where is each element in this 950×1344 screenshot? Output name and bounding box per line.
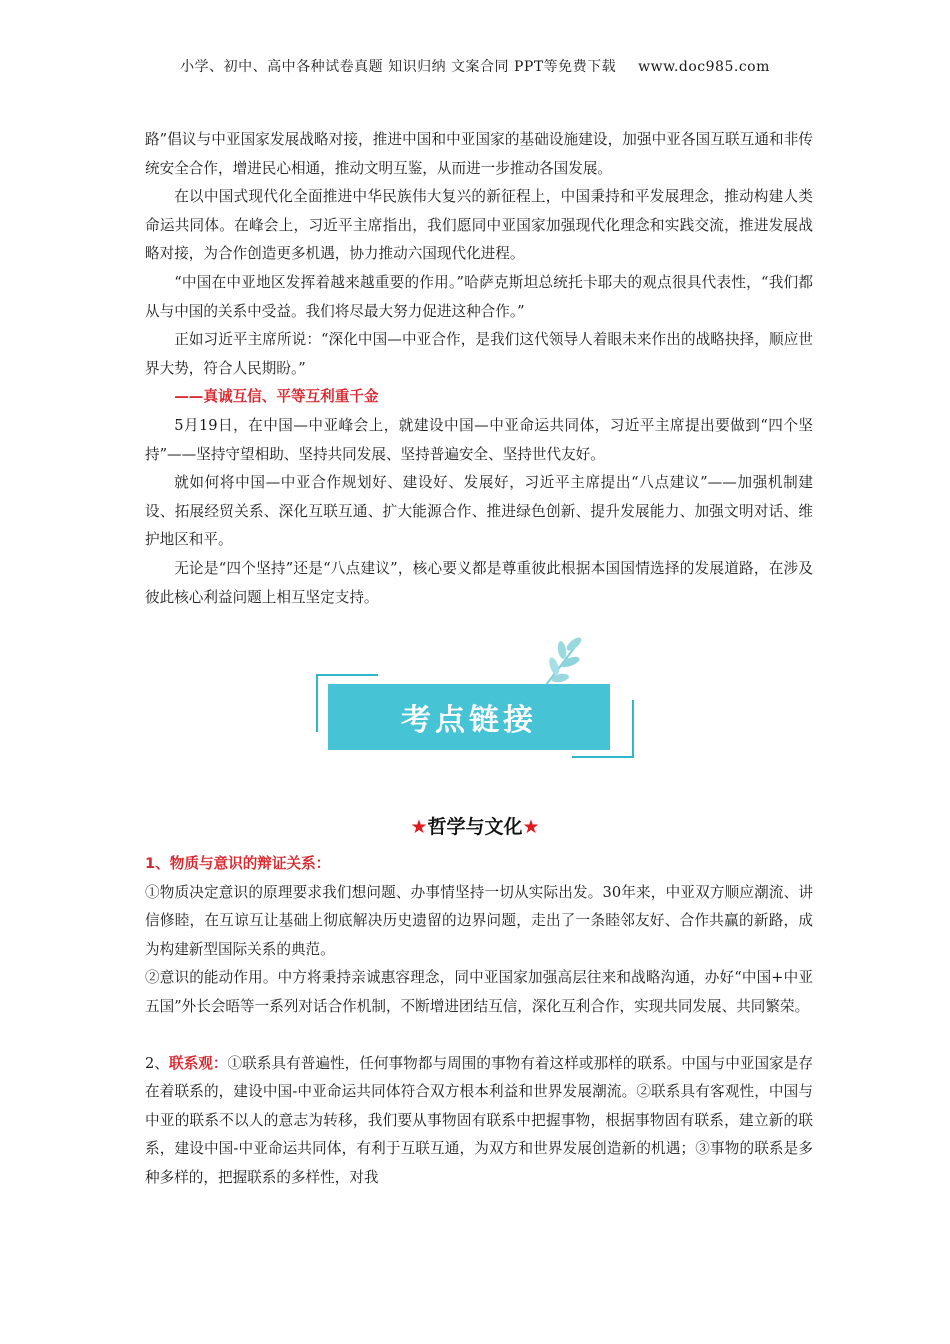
paragraph: 正如习近平主席所说：“深化中国—中亚合作，是我们这代领导人着眼未来作出的战略抉择，顺应世界大势，符合人民期盼。” [145, 331, 813, 377]
paragraph: 在以中国式现代化全面推进中华民族伟大复兴的新征程上，中国秉持和平发展理念，推动构建人类命运共同体。在峰会上，习近平主席指出，我们愿同中亚国家加强现代化理念和实践交流，推进发展战略对接，为合作创造更多机遇，协力推动六国现代化进程。 [145, 188, 813, 263]
exam-points [145, 850, 813, 1193]
paragraph: “中国在中亚地区发挥着越来越重要的作用。”哈萨克斯坦总统托卡耶夫的观点很具代表性，“我们都从与中国的关系中受益。我们将尽最大努力促进这种合作。” [145, 273, 813, 320]
spacer [145, 1022, 813, 1050]
header-site-link[interactable]: www.doc985.com [638, 59, 770, 75]
point-number: 2、 [145, 1054, 169, 1072]
banner-title: 考点链接 [401, 703, 537, 738]
star-icon: ★ [410, 816, 428, 838]
page-header [0, 56, 950, 76]
point-heading: 联系观： [168, 1054, 228, 1072]
paragraph [145, 1050, 813, 1193]
exam-link-banner [310, 632, 640, 762]
article-body [145, 126, 813, 612]
paragraph: ②意识的能动作用。中方将秉持亲诚惠容理念，同中亚国家加强高层往来和战略沟通，办好“中国+中亚五国”外长会晤等一系列对话合作机制，不断增进团结互信，深化互利合作，实现共同发展、共同繁荣。 [145, 969, 813, 1015]
paragraph: 无论是“四个坚持”还是“八点建议”，核心要义都是尊重彼此根据本国国情选择的发展道路，在涉及彼此核心利益问题上相互坚定支持。 [145, 559, 813, 606]
paragraph: ①物质决定意识的原理要求我们想问题、办事情坚持一切从实际出发。30年来，中亚双方顺应潮流、讲信修睦，在互谅互让基础上彻底解决历史遗留的边界问题，走出了一条睦邻友好、合作共赢的新路，成为构建新型国际关系的典范。 [145, 883, 813, 958]
point-text: ①联系具有普遍性，任何事物都与周围的事物有着这样或那样的联系。中国与中亚国家是存在着联系的，建设中国-中亚命运共同体符合双方根本利益和世界发展潮流。②联系具有客观性，中国与中亚的联系不以人的意志为转移，我们要从事物固有联系中把握事物，根据事物固有联系，建立新的联系，建设中国-中亚命运共同体，有利于互联互通，为双方和世界发展创造新的机遇；③事物的联系是多种多样的，把握联系的多样性，对我 [145, 1054, 813, 1186]
point-heading: 1、物质与意识的辩证关系： [145, 855, 331, 872]
star-icon: ★ [522, 816, 540, 838]
paragraph: 路”倡议与中亚国家发展战略对接，推进中国和中亚国家的基础设施建设，加强中亚各国互联互通和非传统安全合作，增进民心相通，推动文明互鉴，从而进一步推动各国发展。 [145, 131, 813, 177]
paragraph: 就如何将中国—中亚合作规划好、建设好、发展好，习近平主席提出“八点建议”——加强机制建设、拓展经贸关系、深化互联互通、扩大能源合作、推进绿色创新、提升发展能力、加强文明对话、维护地区和平。 [145, 474, 813, 549]
leaf-icon [532, 632, 602, 692]
header-text: 小学、初中、高中各种试卷真题 知识归纳 文案合同 PPT等免费下载 [180, 59, 617, 75]
paragraph: 5月19日，在中国—中亚峰会上，就建设中国—中亚命运共同体，习近平主席提出要做到“四个坚持”——坚持守望相助、坚持共同发展、坚持普遍安全、坚持世代友好。 [145, 416, 813, 463]
section-title-text: 哲学与文化 [427, 816, 523, 838]
section-title [0, 812, 950, 839]
section-subheading: ——真诚互信、平等互利重千金 [174, 388, 379, 406]
banner-box [328, 684, 610, 750]
